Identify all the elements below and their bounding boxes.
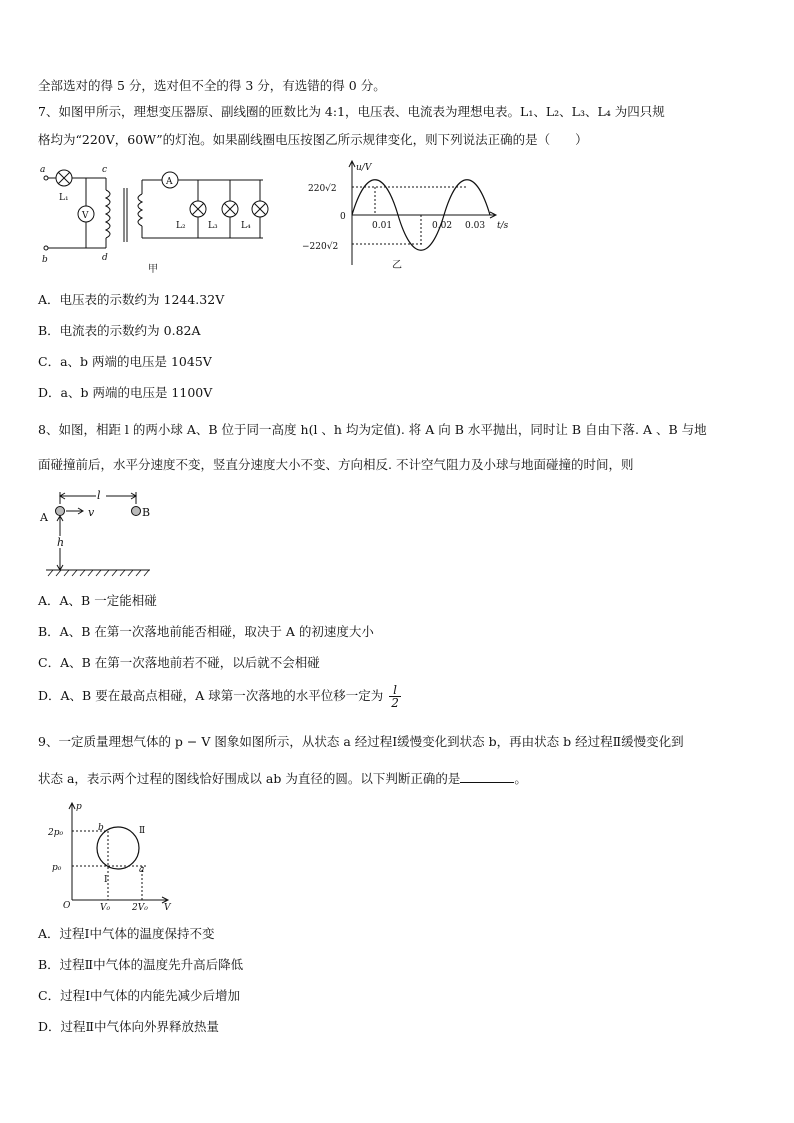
q9-stem-line1: 9、一定质量理想气体的 p − V 图象如图所示，从状态 a 经过程Ⅰ缓慢变化到状态 b，再由状态 b 经过程Ⅱ缓慢变化到 bbox=[38, 734, 684, 749]
q8-option-b: B．A、B 在第一次落地前能否相碰，取决于 A 的初速度大小 bbox=[38, 624, 374, 639]
svg-text:L₄: L₄ bbox=[241, 221, 251, 231]
svg-text:p: p bbox=[76, 802, 82, 812]
q9-option-c: C．过程Ⅰ中气体的内能先减少后增加 bbox=[38, 988, 241, 1003]
q9-stem-line2: 状态 a，表示两个过程的图线恰好围成以 ab 为直径的圆。以下判断正确的是 。 bbox=[38, 771, 527, 786]
svg-text:t/s: t/s bbox=[497, 221, 509, 231]
process-circle bbox=[97, 827, 139, 869]
svg-text:p₀: p₀ bbox=[52, 863, 62, 873]
svg-text:V: V bbox=[164, 903, 171, 913]
svg-text:0.02: 0.02 bbox=[432, 221, 453, 231]
svg-text:0.03: 0.03 bbox=[465, 221, 486, 231]
q9-option-a: A．过程Ⅰ中气体的温度保持不变 bbox=[38, 926, 215, 941]
ball-b bbox=[132, 507, 141, 516]
svg-text:h: h bbox=[57, 536, 65, 549]
fraction-l-over-2: $\frac{l}{2}$ bbox=[391, 683, 399, 710]
svg-text:d: d bbox=[102, 253, 108, 263]
svg-text:0.01: 0.01 bbox=[372, 221, 393, 231]
svg-text:L₁: L₁ bbox=[59, 193, 69, 203]
q7-circuit-diagram bbox=[38, 160, 268, 280]
svg-text:A: A bbox=[40, 511, 48, 524]
q7-stem-line1: 7、如图甲所示，理想变压器原、副线圈的匝数比为 4:1，电压表、电流表为理想电表。L₁、L₂、L₃、L₄ 为四只规 bbox=[38, 104, 665, 119]
svg-text:甲: 甲 bbox=[148, 264, 158, 275]
scoring-note: 全部选对的得 5 分，选对但不全的得 3 分，有选错的得 0 分。 bbox=[38, 78, 386, 93]
q7-option-d: D．a、b 两端的电压是 1100V bbox=[38, 385, 213, 400]
q9-option-b: B．过程Ⅱ中气体的温度先升高后降低 bbox=[38, 957, 244, 972]
q7-option-c: C．a、b 两端的电压是 1045V bbox=[38, 354, 212, 369]
svg-text:−220√2: −220√2 bbox=[302, 242, 339, 252]
q7-option-b: B．电流表的示数约为 0.82A bbox=[38, 323, 201, 338]
q8-option-d-text: D．A、B 要在最高点相碰，A 球第一次落地的水平位移一定为 bbox=[38, 688, 384, 703]
q9-option-d: D．过程Ⅱ中气体向外界释放热量 bbox=[38, 1019, 220, 1034]
svg-text:L₃: L₃ bbox=[208, 221, 218, 231]
svg-text:c: c bbox=[102, 165, 108, 175]
svg-text:220√2: 220√2 bbox=[308, 184, 337, 194]
q7-voltage-graph bbox=[300, 160, 515, 272]
q7-option-a: A．电压表的示数约为 1244.32V bbox=[38, 292, 225, 307]
svg-text:B: B bbox=[142, 506, 151, 519]
svg-text:2V₀: 2V₀ bbox=[132, 903, 148, 913]
q7-stem-line2: 格均为“220V，60W”的灯泡。如果副线圈电压按图乙所示规律变化，则下列说法正确的是（ ） bbox=[38, 132, 588, 147]
svg-text:乙: 乙 bbox=[392, 260, 402, 271]
svg-text:b: b bbox=[42, 255, 48, 265]
svg-text:l: l bbox=[97, 489, 101, 502]
q8-stem-line2: 面碰撞前后，水平分速度不变，竖直分速度大小不变、方向相反. 不计空气阻力及小球与地面碰撞的时间，则 bbox=[38, 457, 634, 472]
q8-option-a: A．A、B 一定能相碰 bbox=[38, 593, 157, 608]
svg-text:b: b bbox=[98, 823, 104, 833]
q8-option-c: C．A、B 在第一次落地前若不碰，以后就不会相碰 bbox=[38, 655, 320, 670]
svg-text:v: v bbox=[88, 506, 95, 519]
q9-pv-diagram bbox=[38, 800, 178, 913]
svg-text:O: O bbox=[63, 901, 71, 911]
q8-stem-line1: 8、如图，相距 l 的两小球 A、B 位于同一高度 h(l 、h 均为定值). 将 A 向 B 水平抛出，同时让 B 自由下落. A 、B 与地 bbox=[38, 422, 707, 437]
svg-text:0: 0 bbox=[340, 212, 346, 222]
svg-text:V: V bbox=[82, 211, 89, 221]
svg-text:2p₀: 2p₀ bbox=[48, 828, 64, 838]
svg-text:a: a bbox=[40, 165, 46, 175]
q8-projectile-diagram bbox=[38, 486, 158, 578]
svg-text:A: A bbox=[166, 177, 173, 187]
svg-text:a: a bbox=[139, 865, 145, 875]
ball-a bbox=[56, 507, 65, 516]
svg-text:Ⅰ: Ⅰ bbox=[104, 875, 108, 885]
answer-blank[interactable] bbox=[460, 770, 514, 783]
svg-text:Ⅱ: Ⅱ bbox=[139, 826, 146, 836]
q8-option-d bbox=[38, 684, 401, 709]
svg-text:V₀: V₀ bbox=[100, 903, 111, 913]
svg-text:L₂: L₂ bbox=[176, 221, 186, 231]
svg-text:u/V: u/V bbox=[356, 163, 372, 173]
